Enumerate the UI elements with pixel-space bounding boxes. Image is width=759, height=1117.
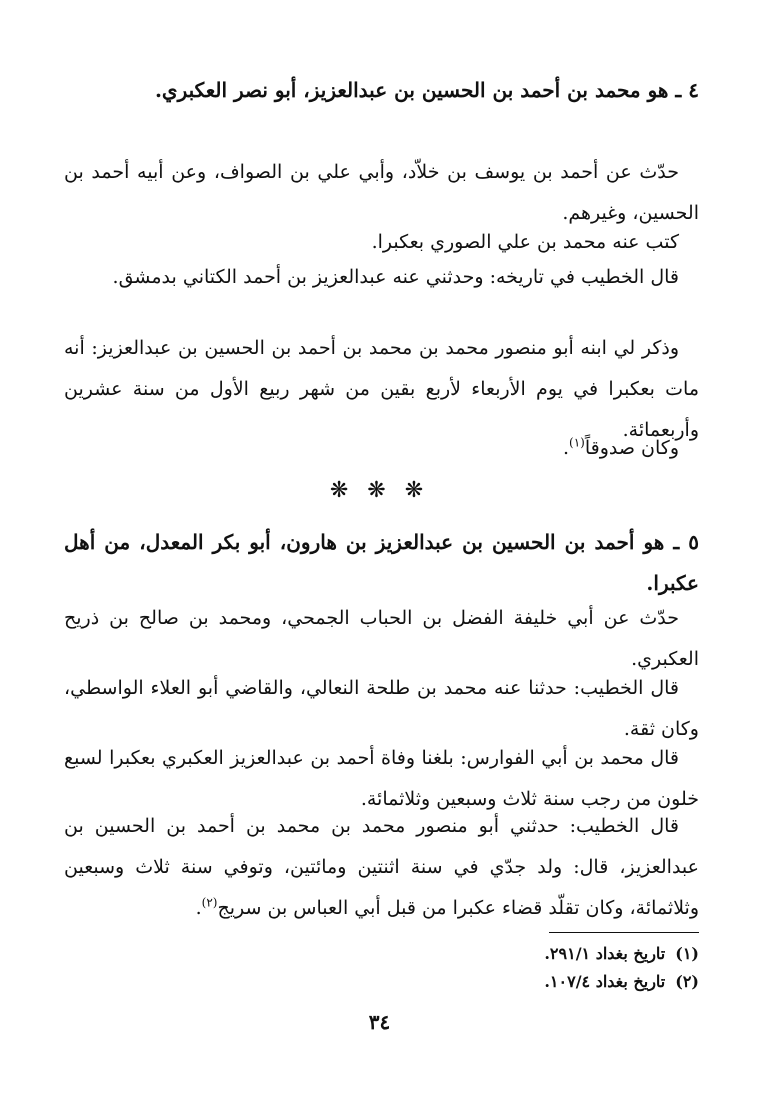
entry-4-paragraph-4: وذكر لي ابنه أبو منصور محمد بن محمد بن أحمد بن الحسين بن عبدالعزيز: أنه مات بعكبرا في يوم الأربعاء لأربع بقين من شهر ربيع الأول من سنة عشرين وأربعمائة. (64, 337, 699, 441)
entry-5-paragraph-2: قال الخطيب: حدثنا عنه محمد بن طلحة النعالي، والقاضي أبو العلاء الواسطي، وكان ثقة. (64, 677, 699, 740)
entry-5-paragraph-1: حدّث عن أبي خليفة الفضل بن الحباب الجمحي، ومحمد بن صالح بن ذريح العكبري. (64, 607, 699, 670)
entry-4-heading: ٤ ـ هو محمد بن أحمد بن الحسين بن عبدالعزيز، أبو نصر العكبري. (154, 78, 699, 102)
page-number: ٣٤ (368, 1010, 391, 1034)
footnote-1-text: تاريخ بغداد ٢٩١/١. (544, 944, 666, 963)
section-separator: ❋ ❋ ❋ (329, 478, 430, 503)
entry-5-paragraph-4-end: . (195, 897, 202, 919)
footnote-divider (549, 932, 699, 933)
entry-4-paragraph-3: قال الخطيب في تاريخه: وحدثني عنه عبدالعزيز بن أحمد الكتاني بدمشق. (112, 266, 679, 288)
footnote-2 (64, 968, 699, 996)
entry-5-paragraph-4 (64, 806, 699, 929)
footnote-2-text: تاريخ بغداد ١٠٧/٤. (544, 972, 666, 991)
entry-4-paragraph-5-end: . (562, 437, 570, 459)
entry-4-paragraph-2: كتب عنه محمد بن علي الصوري بعكبرا. (371, 231, 679, 253)
footnote-ref-1: (١) (569, 435, 585, 450)
footnote-ref-2: (٢) (201, 895, 218, 910)
entry-5-paragraph-4-text: قال الخطيب: حدثني أبو منصور محمد بن محمد بن أحمد بن الحسين بن عبدالعزيز، قال: ولد جدّي في سنة اثنتين ومائتين، وتوفي سنة ثلاث وسبعين وثلاثمائة، وكان تقلّد قضاء عكبرا من قبل أبي العباس بن سريج (64, 815, 699, 919)
entry-4-paragraph-5 (64, 428, 699, 469)
entry-4-paragraph-5-text: وكان صدوقاً (584, 437, 679, 459)
footnote-2-number: (٢) (675, 972, 699, 991)
entry-5-paragraph-3: قال محمد بن أبي الفوارس: بلغنا وفاة أحمد بن عبدالعزيز العكبري بعكبرا لسبع خلون من رجب سنة ثلاث وسبعين وثلاثمائة. (64, 747, 699, 810)
footnote-1-number: (١) (675, 944, 699, 963)
entry-5-heading: ٥ ـ هو أحمد بن الحسين بن عبدالعزيز بن هارون، أبو بكر المعدل، من أهل عكبرا. (64, 530, 699, 595)
footnote-1 (64, 940, 699, 968)
entry-4-paragraph-1: حدّث عن أحمد بن يوسف بن خلاّد، وأبي علي بن الصواف، وعن أبيه أحمد بن الحسين، وغيرهم. (64, 161, 699, 224)
